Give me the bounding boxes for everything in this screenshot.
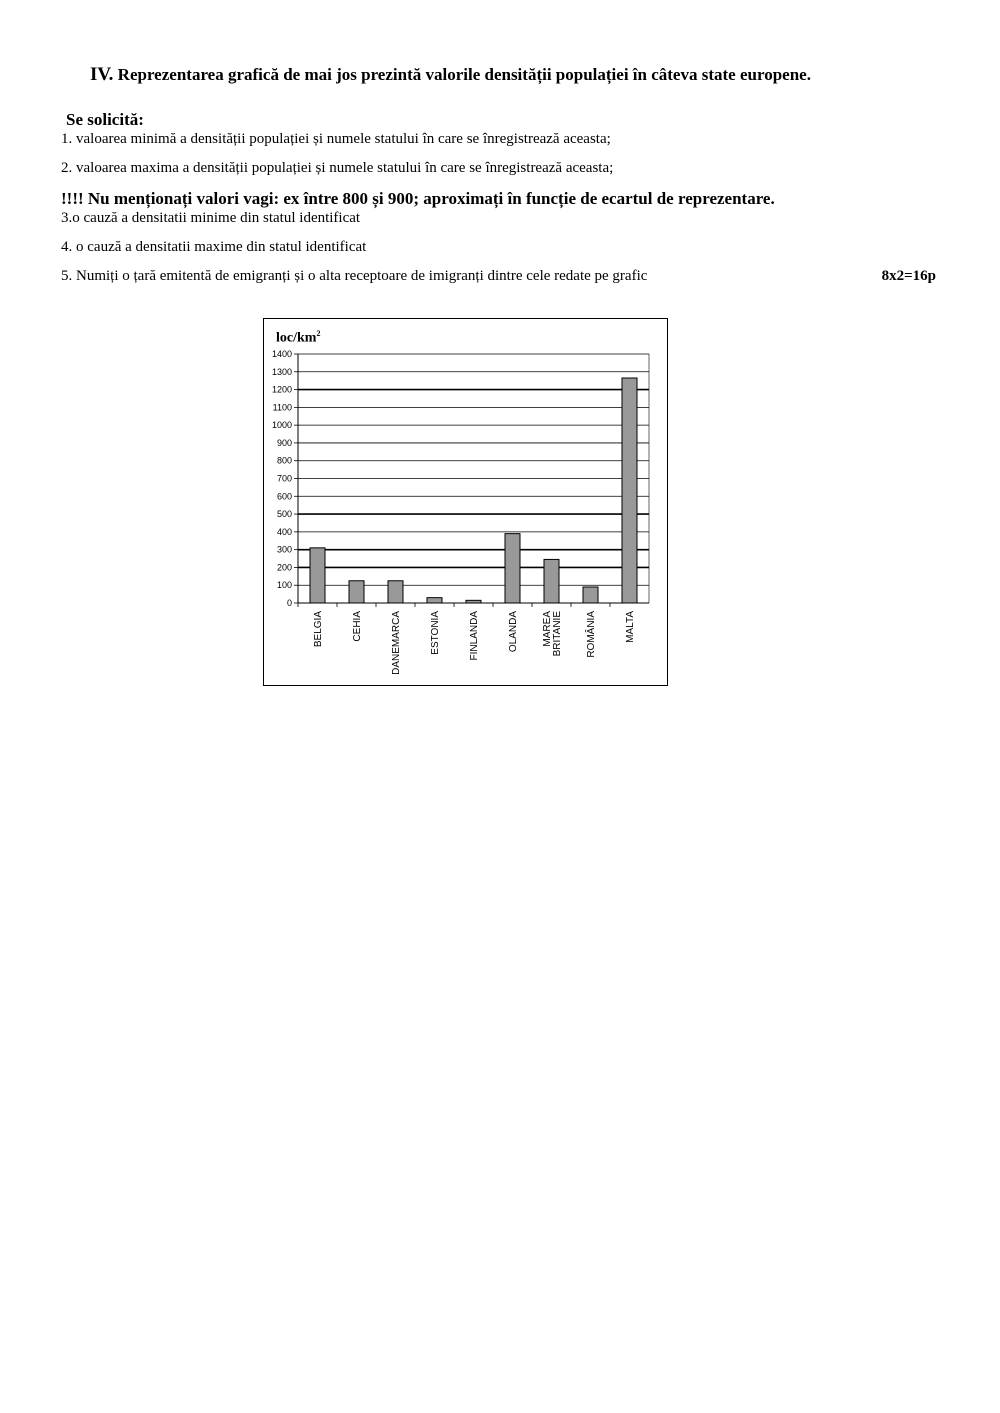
- x-tick-label: OLANDA: [508, 611, 519, 653]
- y-tick-label: 600: [276, 491, 292, 502]
- y-tick-label: 900: [276, 437, 292, 448]
- y-tick-label: 300: [276, 544, 292, 555]
- question-5: 5. Numiți o țară emitentă de emigranți și o alta receptoare de imigranți dintre cele redate pe grafic: [61, 268, 648, 284]
- y-tick-label: 700: [276, 473, 292, 484]
- x-tick-label: BELGIA: [313, 611, 324, 648]
- x-tick-label: BRITANIE: [552, 611, 563, 657]
- y-tick-label: 1300: [271, 366, 292, 377]
- bar-belgia: [310, 548, 325, 603]
- y-tick-label: 800: [276, 455, 292, 466]
- y-tick-label: 1200: [271, 384, 292, 395]
- y-axis-label-exponent: 2: [316, 329, 321, 338]
- question-3: 3.o cauză a densitatii minime din statul identificat: [61, 210, 361, 226]
- warning-note: !!!! Nu menționați valori vagi: ex între 800 și 900; aproximați în funcție de ecartul de reprezentare.: [61, 189, 775, 208]
- chart-plot: [264, 319, 669, 687]
- x-tick-label: MAREA: [542, 611, 553, 647]
- bar-cehia: [349, 581, 364, 603]
- section-number: IV.: [90, 64, 114, 85]
- bar-estonia: [427, 598, 442, 603]
- x-tick-label: FINLANDA: [469, 611, 480, 661]
- x-tick-label: CEHIA: [352, 611, 363, 642]
- bar-olanda: [505, 534, 520, 603]
- x-tick-label: ROMÂNIA: [586, 611, 597, 658]
- x-tick-label: ESTONIA: [430, 611, 441, 655]
- points-score: 8x2=16p: [881, 268, 936, 284]
- section-title: Reprezentarea grafică de mai jos prezintă valorile densității populației în câteva state europene.: [117, 65, 811, 84]
- y-tick-label: 400: [276, 526, 292, 537]
- x-tick-label: DANEMARCA: [391, 611, 402, 675]
- y-tick-label: 500: [276, 509, 292, 520]
- exercise-title: [90, 64, 811, 86]
- y-tick-label: 200: [276, 562, 292, 573]
- y-tick-label: 1400: [271, 349, 292, 359]
- question-1: 1. valoarea minimă a densității populației și numele statului în care se înregistrează aceasta;: [61, 131, 611, 147]
- question-4: 4. o cauză a densitatii maxime din statul identificat: [61, 239, 367, 255]
- y-tick-label: 1100: [272, 402, 292, 413]
- y-tick-label: 1000: [271, 420, 292, 431]
- x-tick-label: MALTA: [625, 611, 636, 643]
- question-2: 2. valoarea maxima a densității populației și numele statului în care se înregistrează aceasta;: [61, 160, 614, 176]
- bar-malta: [622, 378, 637, 603]
- y-axis-label: loc/km: [276, 330, 317, 346]
- bar-finlanda: [466, 600, 481, 603]
- bar-marea-britanie: [544, 559, 559, 603]
- requirements-heading: Se solicită:: [66, 110, 144, 129]
- y-tick-label: 0: [286, 598, 292, 608]
- density-chart: [263, 318, 668, 686]
- bar-danemarca: [388, 581, 403, 603]
- y-tick-label: 100: [276, 580, 292, 591]
- bar-românia: [583, 587, 598, 603]
